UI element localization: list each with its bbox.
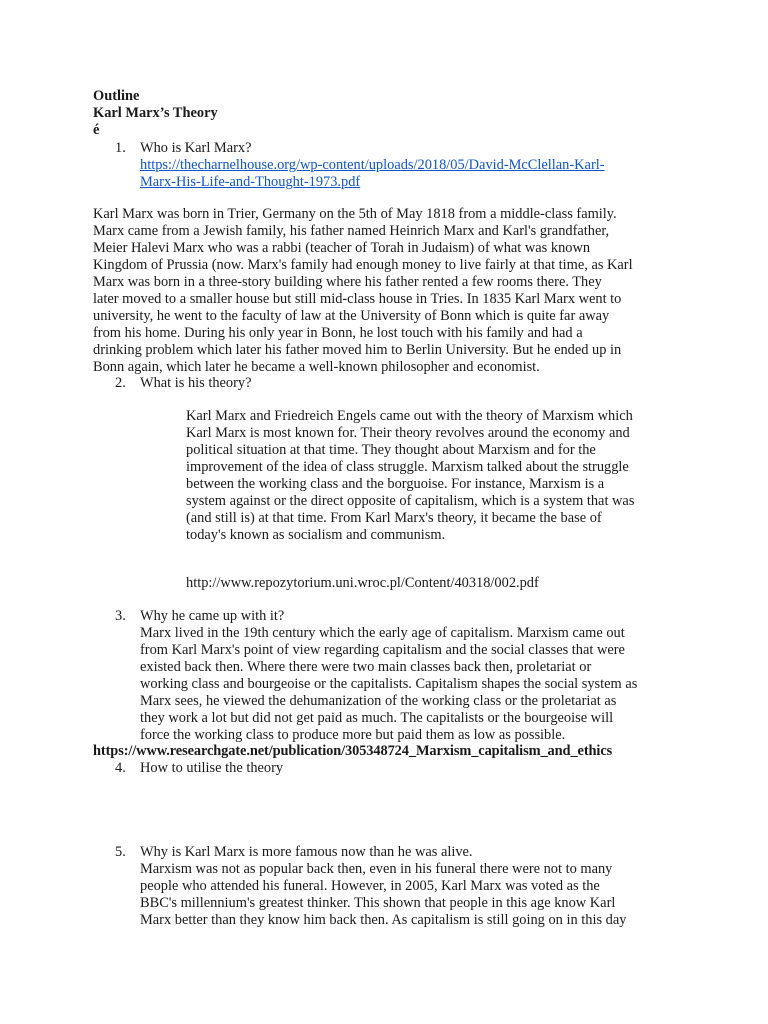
paragraph-line: Marxism was not as popular back then, even in his funeral there were not to many — [140, 861, 613, 877]
paragraph-biography — [93, 206, 633, 376]
source-url-3: https://www.researchgate.net/publication/305348724_Marxism_capitalism_and_ethics — [93, 743, 613, 759]
paragraph-line: improvement of the idea of class struggle. Marxism talked about the struggle — [186, 459, 629, 475]
paragraph-line: drinking problem which later his father moved him to Berlin University. But he ended up in — [93, 342, 622, 358]
question-text: Why is Karl Marx is more famous now than he was alive. — [140, 844, 473, 860]
paragraph-line: Marx was born in a three-story building where his father rented a few rooms there. They — [93, 274, 602, 290]
question-text: What is his theory? — [140, 375, 252, 391]
paragraph-fame — [140, 861, 626, 929]
paragraph-theory — [186, 408, 634, 544]
source-url-2: http://www.repozytorium.uni.wroc.pl/Content/40318/002.pdf — [186, 575, 539, 591]
question-text: How to utilise the theory — [140, 760, 284, 776]
paragraph-line: Karl Marx is most known for. Their theory revolves around the economy and — [186, 425, 630, 441]
paragraph-line: Karl Marx was born in Trier, Germany on the 5th of May 1818 from a middle-class family. — [93, 206, 617, 222]
paragraph-line: political situation at that time. They thought about Marxism and for the — [186, 442, 596, 458]
paragraph-line: force the working class to produce more but paid them as low as possible. — [140, 727, 566, 743]
question-number: 5. — [115, 844, 126, 860]
question-number: 1. — [115, 140, 126, 156]
question-text: Who is Karl Marx? — [140, 140, 252, 156]
paragraph-line: people who attended his funeral. However, in 2005, Karl Marx was voted as the — [140, 878, 600, 894]
stray-character: é — [93, 122, 100, 138]
source-link-1-line-2[interactable]: Marx-His-Life-and-Thought-1973.pdf — [140, 174, 361, 190]
paragraph-line: Marx came from a Jewish family, his father named Heinrich Marx and Karl's grandfather, — [93, 223, 610, 239]
paragraph-line: from his home. During his only year in Bonn, he lost touch with his family and had a — [93, 325, 583, 341]
question-number: 2. — [115, 375, 126, 391]
paragraph-line: Marx lived in the 19th century which the early age of capitalism. Marxism came out — [140, 625, 625, 641]
paragraph-line: system against or the direct opposite of capitalism, which is a system that was — [186, 493, 635, 509]
paragraph-line: they work a lot but did not get paid as much. The capitalists or the bourgeoise will — [140, 710, 614, 726]
paragraph-line: university, he went to the faculty of law at the University of Bonn which is quite far away — [93, 308, 610, 324]
paragraph-line: from Karl Marx's point of view regarding capitalism and the social classes that were — [140, 642, 625, 658]
paragraph-line: today's known as socialism and communism. — [186, 527, 446, 543]
question-number: 3. — [115, 608, 126, 624]
source-link-1[interactable] — [140, 157, 605, 191]
document-title: Karl Marx’s Theory — [93, 105, 218, 121]
paragraph-line: Bonn again, which later he became a well-known philosopher and economist. — [93, 359, 540, 375]
paragraph-line: Meier Halevi Marx who was a rabbi (teacher of Torah in Judaism) of what was known — [93, 240, 591, 256]
source-link-1-line-1[interactable]: https://thecharnelhouse.org/wp-content/uploads/2018/05/David-McClellan-Karl- — [140, 157, 605, 173]
outline-heading: Outline — [93, 88, 140, 104]
paragraph-reason — [140, 625, 637, 744]
paragraph-line: later moved to a smaller house but still mid-class house in Tries. In 1835 Karl Marx went to — [93, 291, 622, 307]
question-number: 4. — [115, 760, 126, 776]
paragraph-line: BBC's millennium's greatest thinker. This shown that people in this age know Karl — [140, 895, 616, 911]
paragraph-line: existed back then. Where there were two main classes back then, proletariat or — [140, 659, 592, 675]
paragraph-line: working class and bourgeoise or the capitalists. Capitalism shapes the social system as — [140, 676, 638, 692]
paragraph-line: Marx sees, he viewed the dehumanization of the working class or the proletariat as — [140, 693, 617, 709]
paragraph-line: Marx better than they know him back then. As capitalism is still going on in this day — [140, 912, 627, 928]
paragraph-line: Karl Marx and Friedreich Engels came out with the theory of Marxism which — [186, 408, 633, 424]
paragraph-line: Kingdom of Prussia (now. Marx's family had enough money to live fairly at that time, as Karl — [93, 257, 633, 273]
question-text: Why he came up with it? — [140, 608, 285, 624]
paragraph-line: (and still is) at that time. From Karl Marx's theory, it became the base of — [186, 510, 602, 526]
paragraph-line: between the working class and the borguoise. For instance, Marxism is a — [186, 476, 605, 492]
